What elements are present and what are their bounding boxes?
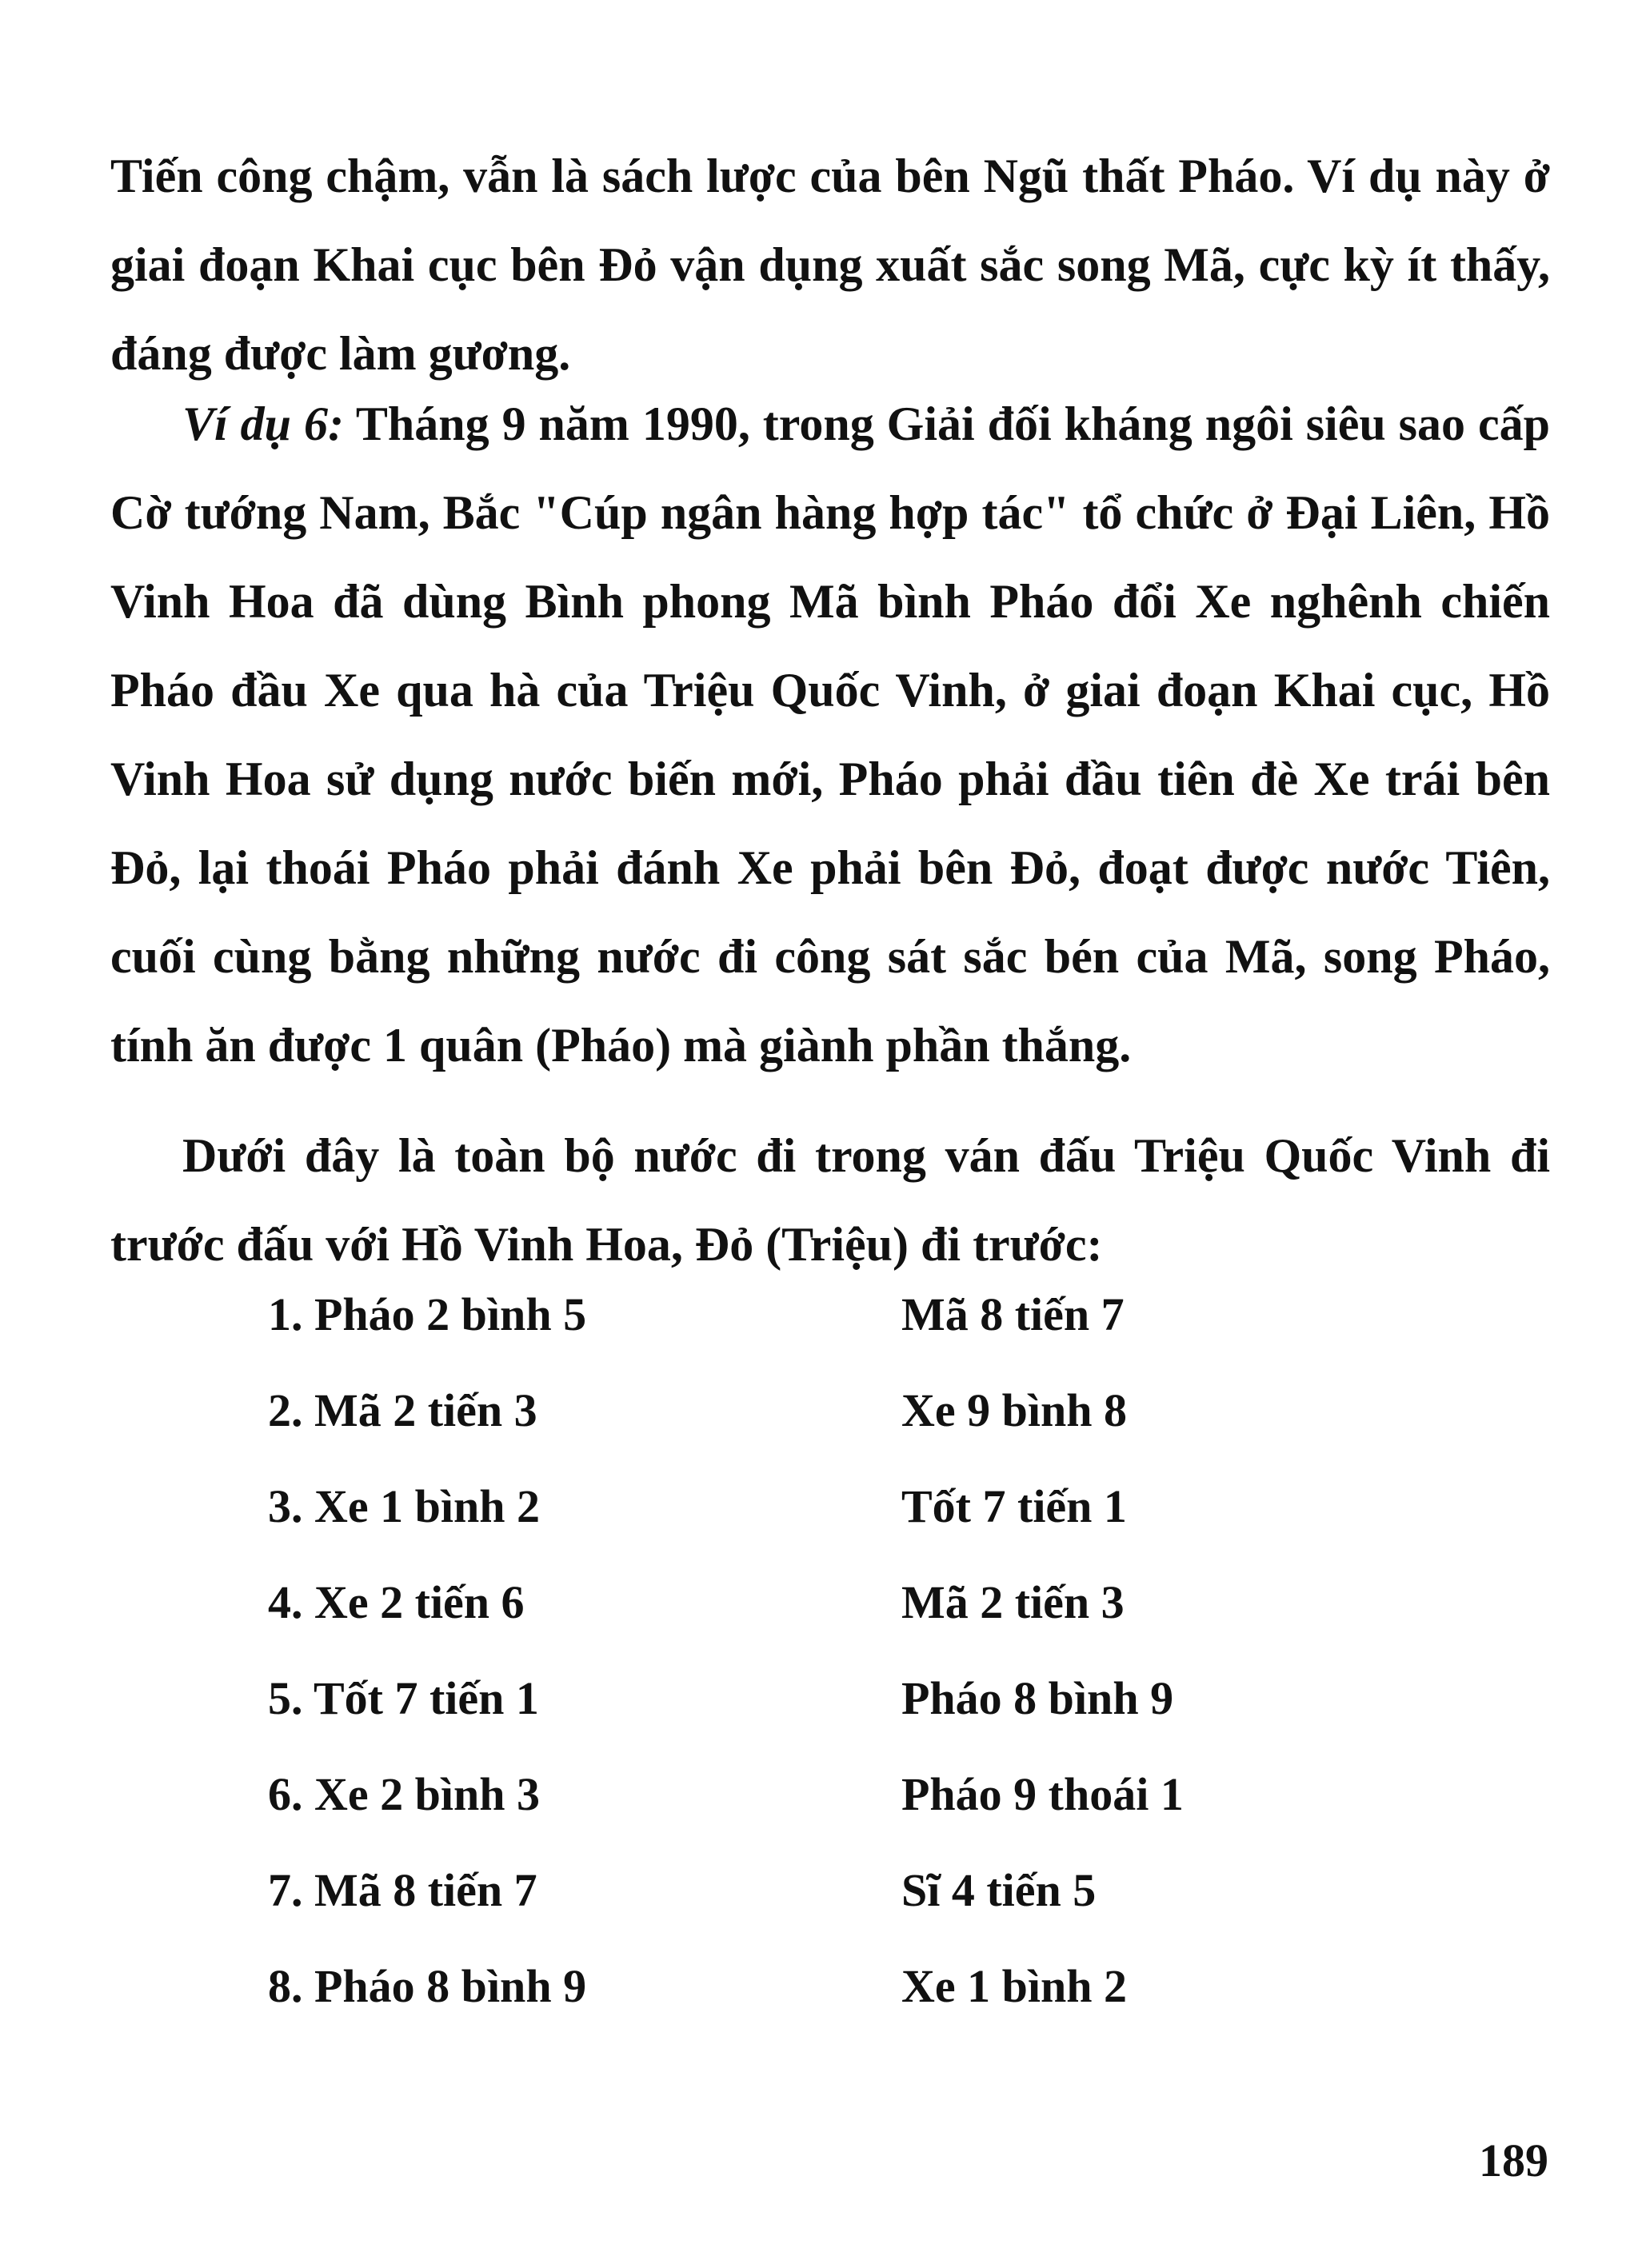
- move-red: 6. Xe 2 bình 3: [268, 1768, 541, 1820]
- move-black: Mã 2 tiến 3: [901, 1576, 1125, 1628]
- move-row: [268, 1288, 1308, 1384]
- move-black: Sĩ 4 tiến 5: [901, 1864, 1097, 1916]
- paragraph-intro: Tiến công chậm, vẫn là sách lược của bên Ngũ thất Pháo. Ví dụ này ở giai đoạn Khai cục bên Đỏ vận dụng xuất sắc song Mã, cực kỳ ít thấy, đáng được làm gương.: [110, 150, 1550, 380]
- move-red: 4. Xe 2 tiến 6: [268, 1576, 525, 1628]
- paragraph-example-6: [110, 380, 1550, 1090]
- page-number: 189: [1479, 2134, 1548, 2186]
- move-red: 7. Mã 8 tiến 7: [268, 1864, 537, 1916]
- move-row: [268, 1384, 1308, 1479]
- paragraph-moves-intro: Dưới đây là toàn bộ nước đi trong ván đấu Triệu Quốc Vinh đi trước đấu với Hồ Vinh Hoa, Đỏ (Triệu) đi trước:: [110, 1129, 1550, 1271]
- move-red: 5. Tốt 7 tiến 1: [268, 1672, 539, 1724]
- move-black: Tốt 7 tiến 1: [901, 1480, 1127, 1532]
- example-text: Tháng 9 năm 1990, trong Giải đối kháng ngôi siêu sao cấp Cờ tướng Nam, Bắc "Cúp ngân hàng hợp tác" tổ chức ở Đại Liên, Hồ Vinh Hoa đã dùng Bình phong Mã bình Pháo đổi Xe nghênh chiến Pháo đầu Xe qua hà của Triệu Quốc Vinh, ở giai đoạn Khai cục, Hồ Vinh Hoa sử dụng nước biến mới, Pháo phải đầu tiên đè Xe trái bên Đỏ, lại thoái Pháo phải đánh Xe phải bên Đỏ, đoạt được nước Tiên, cuối cùng bằng những nước đi công sát sắc bén của Mã, song Pháo, tính ăn được 1 quân (Pháo) mà giành phần thắng.: [110, 397, 1550, 1072]
- move-black: Mã 8 tiến 7: [901, 1288, 1125, 1340]
- move-row: [268, 1959, 1308, 2055]
- move-row: [268, 1479, 1308, 1575]
- move-red: 1. Pháo 2 bình 5: [268, 1288, 587, 1340]
- move-red: 8. Pháo 8 bình 9: [268, 1960, 587, 2012]
- move-row: [268, 1671, 1308, 1767]
- move-row: [268, 1863, 1308, 1959]
- move-list: [268, 1288, 1308, 2055]
- move-red: 3. Xe 1 bình 2: [268, 1480, 541, 1532]
- move-red: 2. Mã 2 tiến 3: [268, 1384, 537, 1436]
- move-row: [268, 1575, 1308, 1671]
- example-label: Ví dụ 6:: [182, 397, 344, 450]
- move-row: [268, 1767, 1308, 1863]
- move-black: Xe 9 bình 8: [901, 1384, 1128, 1436]
- move-black: Pháo 8 bình 9: [901, 1672, 1174, 1724]
- move-black: Xe 1 bình 2: [901, 1960, 1128, 2012]
- move-black: Pháo 9 thoái 1: [901, 1768, 1184, 1820]
